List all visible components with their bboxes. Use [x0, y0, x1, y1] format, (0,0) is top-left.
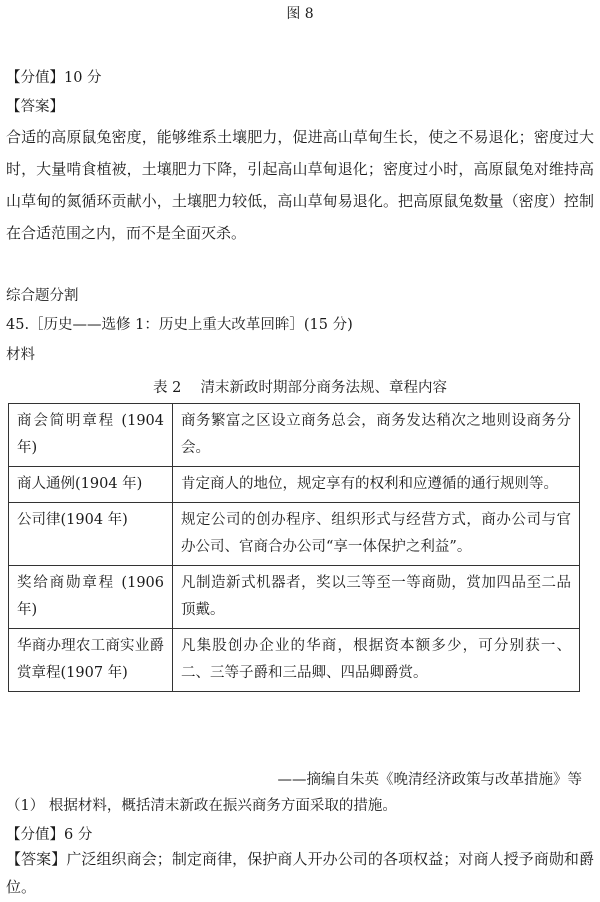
regulation-content: 肯定商人的地位，规定享有的权利和应遵循的通行规则等。	[173, 467, 580, 503]
regulation-name: 华商办理农工商实业爵赏章程(1907 年)	[9, 629, 173, 692]
regulation-content: 商务繁富之区设立商务总会，商务发达稍次之地则设商务分会。	[173, 404, 580, 467]
q44-answer-label: 【答案】	[6, 99, 64, 115]
table-row	[9, 629, 580, 692]
regulation-content: 凡集股创办企业的华商，根据资本额多少，可分别获一、二、三等子爵和三品卿、四品卿爵赏。	[173, 629, 580, 692]
regulation-name: 奖给商勋章程 (1906 年)	[9, 566, 173, 629]
sub1-answer: 【答案】广泛组织商会；制定商律，保护商人开办公司的各项权益；对商人授予商勋和爵位。	[6, 850, 594, 896]
q44-answer-text: 合适的高原鼠兔密度，能够维系土壤肥力，促进高山草甸生长，使之不易退化；密度过大时，大量啃食植被，土壤肥力下降，引起高山草甸退化；密度过小时，高原鼠兔对维持高山草甸的氮循环贡献小，土壤肥力较低，高山草甸易退化。把高原鼠兔数量（密度）控制在合适范围之内，而不是全面灭杀。	[6, 128, 594, 242]
regulations-table	[8, 403, 580, 692]
section-title: 综合题分割	[6, 288, 79, 304]
q44-score: 【分值】10 分	[6, 70, 102, 86]
table-row	[9, 404, 580, 467]
figure-label: 图 8	[286, 6, 314, 22]
q45-title: 45.［历史——选修 1：历史上重大改革回眸］(15 分)	[6, 317, 353, 333]
table-row	[9, 503, 580, 566]
table-row	[9, 467, 580, 503]
regulation-content: 凡制造新式机器者，奖以三等至一等商勋，赏加四品至二品顶戴。	[173, 566, 580, 629]
regulation-name: 公司律(1904 年)	[9, 503, 173, 566]
table-caption: 表 2 清末新政时期部分商务法规、章程内容	[153, 380, 447, 396]
regulation-content: 规定公司的创办程序、组织形式与经营方式，商办公司与官办公司、官商合办公司“享一体保护之利益”。	[173, 503, 580, 566]
material-label: 材料	[6, 347, 35, 363]
table-row	[9, 566, 580, 629]
sub1-score: 【分值】6 分	[6, 827, 93, 843]
sub1-question: （1） 根据材料，概括清末新政在振兴商务方面采取的措施。	[6, 798, 397, 814]
regulation-name: 商会简明章程 (1904 年)	[9, 404, 173, 467]
regulation-name: 商人通例(1904 年)	[9, 467, 173, 503]
source-citation: ——摘编自朱英《晚清经济政策与改革措施》等	[277, 772, 582, 788]
